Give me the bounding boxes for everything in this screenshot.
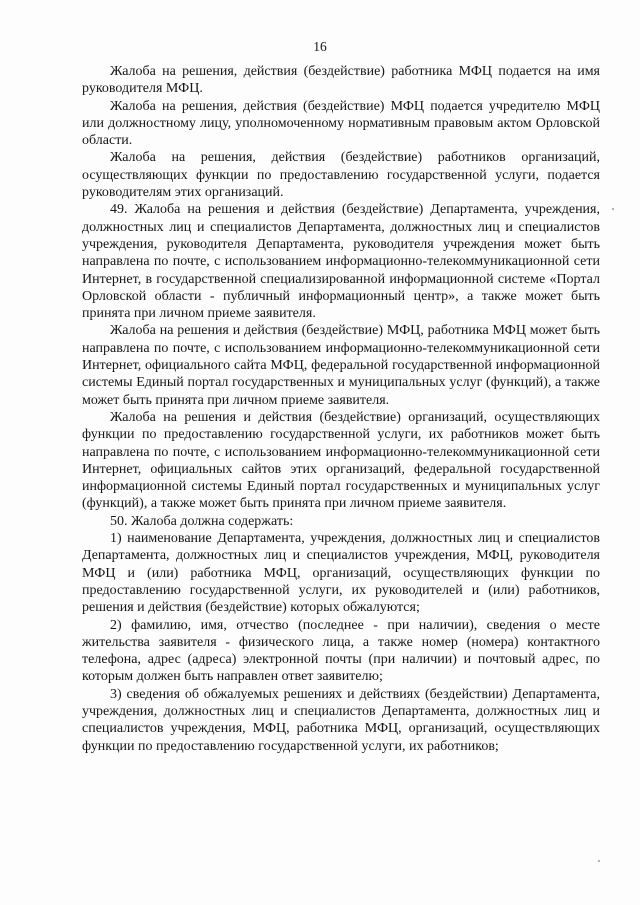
list-item-1: 1) наименование Департамента, учреждения, должностных лиц и специалистов Департамента, должностных лиц и специалистов учреждения, МФЦ, руководителя МФЦ и (или) работника МФЦ, организаций, осуществляющих функции по предоставлению государственной услуги, их руководителей и (или) работников, решения и действия (бездействие) которых обжалуются;: [82, 531, 600, 616]
paragraph-mfc-submission: Жалоба на решения и действия (бездействие) МФЦ, работника МФЦ может быть направлена по почте, с использованием информационно-телекоммуникационной сети Интернет, официального сайта МФЦ, федеральной государственной информационной системы Единый портал государственных и муниципальных услуг (функций), а также может быть принята при личном приеме заявителя.: [82, 323, 600, 408]
paragraph-complaint-mfc: Жалоба на решения, действия (бездействие) МФЦ подается учредителю МФЦ или должностному лицу, уполномоченному нормативным правовым актом Орловской области.: [82, 98, 600, 149]
paragraph-complaint-mfc-worker: Жалоба на решения, действия (бездействие) работника МФЦ подается на имя руководителя МФЦ.: [82, 64, 600, 97]
paragraph-organizations-submission: Жалоба на решения и действия (бездействие) организаций, осуществляющих функции по предоставлению государственной услуги, их работников может быть направлена по почте, с использованием информационно-телекоммуникационной сети Интернет, официальных сайтов этих организаций, федеральной государственной информационной системы Единый портал государственных и муниципальных услуг (функций), а также может быть принята при личном приеме заявителя.: [82, 409, 600, 512]
list-item-2: 2) фамилию, имя, отчество (последнее - при наличии), сведения о месте жительства заявителя - физического лица, а также номер (номера) контактного телефона, адрес (адреса) электронной почты (при наличии) и почтовый адрес, по которым должен быть направлен ответ заявителю;: [82, 617, 600, 685]
paragraph-complaint-organizations: Жалоба на решения, действия (бездействие) работников организаций, осуществляющих функции по предоставлению государственной услуги, подается руководителям этих организаций.: [82, 150, 600, 201]
document-body: [82, 63, 600, 755]
list-item-3: 3) сведения об обжалуемых решениях и действиях (бездействии) Департамента, учреждения, должностных лиц и специалистов Департамента, должностных лиц и специалистов учреждения, МФЦ, работника МФЦ, организаций, осуществляющих функции по предоставлению государственной услуги, их работников;: [82, 686, 600, 754]
paragraph-item-50: 50. Жалоба должна содержать:: [110, 513, 294, 529]
paragraph-item-49: 49. Жалоба на решения и действия (бездействие) Департамента, учреждения, должностных лиц и специалистов Департамента, должностных лиц и специалистов учреждения, руководителя Департамента, руководителя учреждения может быть направлена по почте, с использованием информационно-телекоммуникационной сети Интернет, в государственной специализированной информационной системе «Портал Орловской области - публичный информационный центр», а также может быть принята при личном приеме заявителя.: [82, 202, 600, 322]
page-number: 16: [313, 39, 327, 54]
scan-speck: [612, 208, 614, 210]
scan-speck: [598, 860, 600, 862]
